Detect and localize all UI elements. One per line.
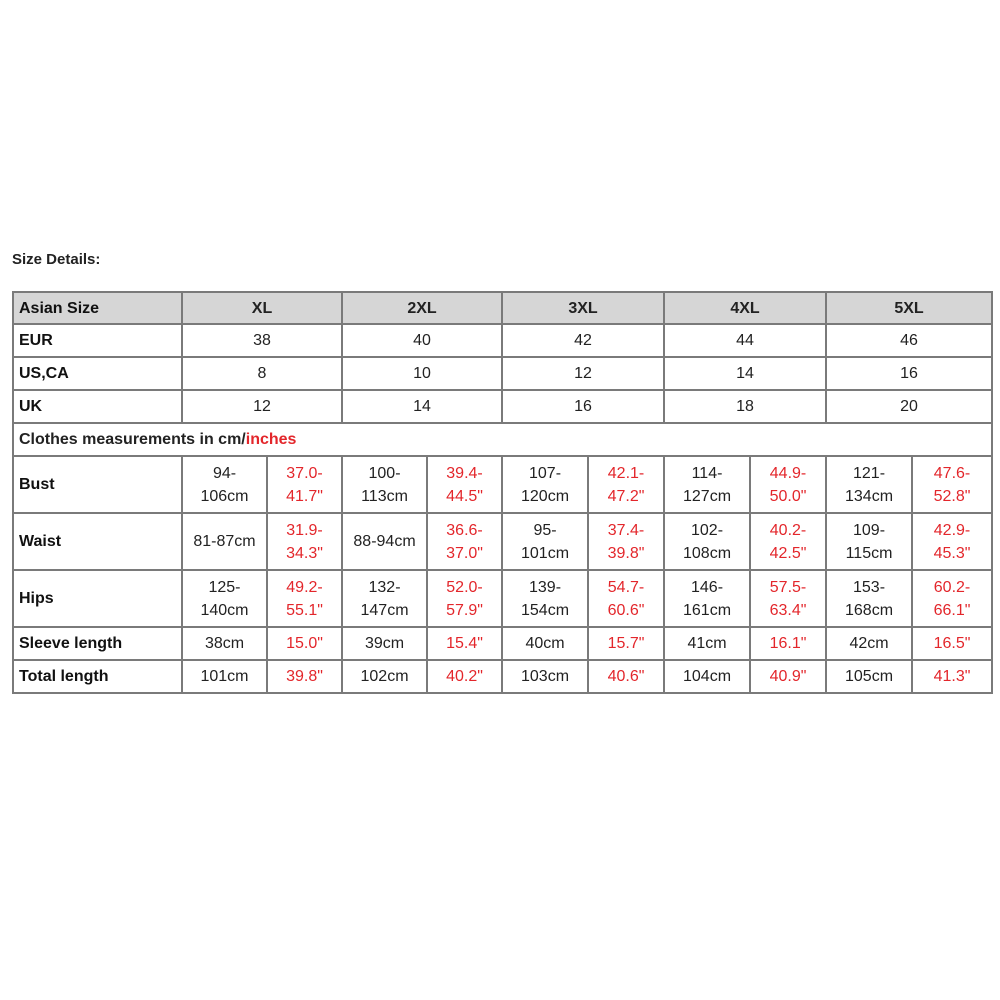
cm-value: 147cm [360,601,409,619]
measurement-row-total-length [13,660,992,693]
inch-value: 41.7" [286,487,323,505]
cm-cell [182,660,267,693]
row-label: Total length [13,660,182,693]
size-header-xl: XL [182,292,342,324]
cm-value: 101cm [200,668,249,685]
size-header-2xl: 2XL [342,292,502,324]
inch-value: 44.9- [769,464,807,482]
measurement-row-hips [13,570,992,627]
cm-value: 107- [529,464,562,482]
inch-value: 52.0- [446,578,483,596]
inch-cell [912,456,992,513]
row-label: Bust [13,456,182,513]
cm-value: 168cm [845,601,894,619]
inch-value: 44.5" [446,487,483,505]
table-cell: 14 [664,357,826,390]
row-label: Waist [13,513,182,570]
cm-cell [182,456,267,513]
inch-value: 15.7" [607,635,645,652]
inch-cell [427,627,502,660]
inch-cell [427,570,502,627]
cm-value: 134cm [845,487,894,505]
size-header-3xl: 3XL [502,292,664,324]
table-cell: 12 [502,357,664,390]
conversion-row-eur [13,324,992,357]
inch-cell [912,627,992,660]
table-cell: 12 [182,390,342,423]
cm-cell [502,456,588,513]
cm-cell [664,660,750,693]
inch-value: 60.2- [933,578,971,596]
section-row [13,423,992,456]
inch-cell [912,660,992,693]
cm-cell [342,456,427,513]
cm-value: 121- [853,464,886,482]
inch-cell [588,570,664,627]
inch-cell [427,513,502,570]
inch-cell [588,456,664,513]
cm-cell [826,660,912,693]
inch-cell [750,627,826,660]
inch-cell [750,456,826,513]
inch-value: 42.9- [933,521,971,539]
inch-cell [588,627,664,660]
table-cell: 16 [826,357,992,390]
inch-cell [912,513,992,570]
cm-value: 102- [691,521,724,539]
cm-value: 127cm [683,487,732,505]
inch-value: 49.2- [286,578,323,596]
table-cell: 20 [826,390,992,423]
inch-value: 31.9- [286,521,323,539]
inch-value: 47.2" [607,487,645,505]
inch-value: 55.1" [286,601,323,619]
section-inches: inches [245,431,297,448]
table-cell: 16 [502,390,664,423]
conversion-row-uk [13,390,992,423]
cm-cell [182,627,267,660]
cm-value: 41cm [687,635,727,652]
cm-value: 95- [533,521,557,539]
cm-value: 132- [368,578,401,596]
cm-value: 161cm [683,601,732,619]
cm-cell [826,456,912,513]
table-cell: 46 [826,324,992,357]
inch-cell [912,570,992,627]
inch-value: 16.5" [933,635,971,652]
size-header-5xl: 5XL [826,292,992,324]
table-cell: 38 [182,324,342,357]
cm-value: 102cm [360,668,409,685]
cm-cell [502,627,588,660]
inch-value: 15.0" [286,635,323,652]
header-label: Asian Size [13,292,182,324]
cm-cell [664,570,750,627]
inch-value: 40.2" [446,668,483,685]
cm-value: 101cm [521,544,570,562]
page-title: Size Details: [12,251,101,268]
table-cell: 8 [182,357,342,390]
inch-value: 37.4- [607,521,645,539]
row-label: EUR [13,324,182,357]
row-label: US,CA [13,357,182,390]
cm-value: 154cm [521,601,570,619]
cm-cell [664,456,750,513]
cm-value: 120cm [521,487,570,505]
cm-value: 81-87cm [193,533,256,550]
cm-value: 113cm [361,487,408,505]
cm-cell [826,570,912,627]
inch-value: 52.8" [933,487,971,505]
size-table [12,291,993,694]
inch-value: 57.9" [446,601,483,619]
table-cell: 10 [342,357,502,390]
inch-value: 54.7- [607,578,645,596]
cm-cell [502,570,588,627]
inch-cell [588,513,664,570]
cm-value: 103cm [521,668,570,685]
inch-value: 66.1" [933,601,971,619]
row-label: Sleeve length [13,627,182,660]
inch-value: 37.0- [286,464,323,482]
cm-cell [502,660,588,693]
header-row [13,292,992,324]
cm-value: 109- [853,521,886,539]
cm-value: 108cm [683,544,732,562]
cm-value: 140cm [200,601,249,619]
inch-cell [267,660,342,693]
inch-value: 50.0" [769,487,807,505]
inch-cell [267,456,342,513]
inch-cell [750,660,826,693]
inch-value: 36.6- [446,521,483,539]
inch-value: 42.1- [607,464,645,482]
cm-cell [826,513,912,570]
cm-value: 115cm [845,544,893,562]
cm-value: 38cm [204,635,245,652]
inch-value: 39.4- [446,464,483,482]
cm-cell [664,627,750,660]
inch-value: 40.2- [769,521,807,539]
section-text: Clothes measurements in cm/ [19,431,246,448]
inch-value: 47.6- [933,464,971,482]
measurement-row-bust [13,456,992,513]
inch-value: 42.5" [769,544,807,562]
cm-value: 94- [212,464,237,482]
cm-cell [502,513,588,570]
inch-value: 39.8" [286,668,323,685]
inch-cell [267,627,342,660]
cm-value: 42cm [849,635,889,652]
inch-value: 37.0" [446,544,483,562]
inch-cell [588,660,664,693]
table-cell: 18 [664,390,826,423]
cm-value: 146- [691,578,724,596]
inch-value: 45.3" [933,544,971,562]
cm-value: 88-94cm [353,533,416,550]
cm-value: 114- [691,464,723,482]
inch-value: 60.6" [607,601,645,619]
measurements-body [13,456,992,693]
cm-cell [342,513,427,570]
table-cell: 40 [342,324,502,357]
row-label: UK [13,390,182,423]
inch-value: 63.4" [769,601,807,619]
cm-cell [342,570,427,627]
cm-cell [826,627,912,660]
inch-value: 16.1" [769,635,807,652]
table-cell: 44 [664,324,826,357]
inch-value: 39.8" [607,544,645,562]
cm-value: 100- [368,464,401,482]
cm-value: 139- [529,578,562,596]
inch-cell [750,570,826,627]
measurement-row-waist [13,513,992,570]
inch-value: 40.6" [607,668,645,685]
inch-cell [267,513,342,570]
cm-cell [342,660,427,693]
inch-cell [267,570,342,627]
cm-cell [182,513,267,570]
size-header-4xl: 4XL [664,292,826,324]
cm-value: 125- [208,578,241,596]
cm-value: 105cm [845,668,894,685]
row-label: Hips [13,570,182,627]
cm-cell [182,570,267,627]
inch-value: 34.3" [286,544,323,562]
inch-value: 15.4" [446,635,483,652]
inch-cell [427,456,502,513]
inch-value: 57.5- [769,578,807,596]
cm-cell [664,513,750,570]
table-cell: 42 [502,324,664,357]
cm-value: 106cm [200,487,249,505]
measurement-row-sleeve-length [13,627,992,660]
inch-value: 41.3" [933,668,971,685]
cm-value: 104cm [683,668,732,685]
cm-value: 39cm [364,635,405,652]
section-heading [13,423,992,456]
conversion-row-us-ca [13,357,992,390]
cm-cell [342,627,427,660]
cm-value: 40cm [525,635,565,652]
table-cell: 14 [342,390,502,423]
inch-cell [750,513,826,570]
size-table-body [13,292,992,456]
inch-cell [427,660,502,693]
cm-value: 153- [853,578,886,596]
inch-value: 40.9" [769,668,807,685]
